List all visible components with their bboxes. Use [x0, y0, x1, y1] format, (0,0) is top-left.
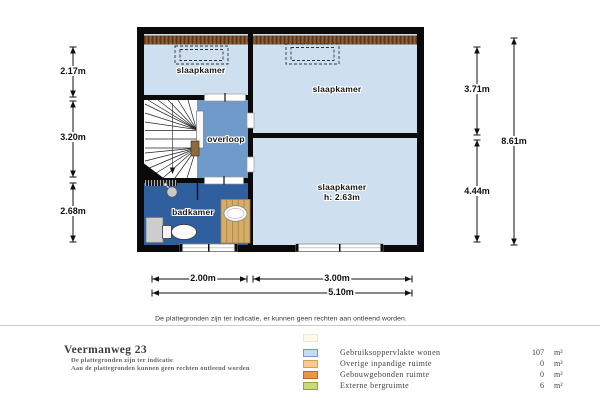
label-bedroom-top-right: slaapkamer — [312, 84, 362, 94]
dim-label-left-2: 3.20m — [60, 132, 86, 142]
legend-row — [303, 334, 568, 342]
legend-row — [303, 349, 568, 357]
dim-label-right-total: 8.61m — [501, 136, 527, 146]
legend-unit: m² — [554, 381, 563, 390]
legend-swatch-icon — [303, 349, 318, 357]
legend-value: 6 — [540, 381, 544, 390]
legend-label: Externe bergruimte — [340, 381, 410, 390]
legend-swatch-icon — [303, 371, 318, 379]
dim-label-right-2: 4.44m — [464, 186, 490, 196]
legend-swatch-icon — [303, 382, 318, 390]
legend-row — [303, 382, 568, 390]
legend-unit: m² — [554, 370, 563, 379]
dim-label-left-3: 2.68m — [60, 206, 86, 216]
label-bathroom: badkamer — [172, 207, 214, 217]
label-landing: overloop — [207, 134, 245, 144]
dim-label-bottom-1: 2.00m — [190, 273, 216, 283]
footer-divider — [0, 325, 600, 326]
address-title: Veermanweg 23 — [64, 344, 148, 356]
legend-row — [303, 360, 568, 368]
legend-value: 0 — [540, 370, 544, 379]
dim-label-left-1: 2.17m — [60, 66, 86, 76]
footer-disclaimer-line1: De plattegronden zijn ter indicatie — [71, 357, 174, 364]
legend-value: 107 — [532, 348, 544, 357]
footer-disclaimer-line2: Aan de plattegronden kunnen geen rechten ontleend worden — [71, 365, 250, 372]
label-bedroom-top-left: slaapkamer — [176, 65, 226, 75]
legend-swatch-icon — [303, 334, 318, 342]
legend-label: Gebouwgebonden ruimte — [340, 370, 430, 379]
legend-row — [303, 371, 568, 379]
legend-swatch-icon — [303, 360, 318, 368]
dim-label-bottom-2: 3.00m — [324, 273, 350, 283]
legend-value: 0 — [540, 359, 544, 368]
footer — [64, 344, 250, 372]
dim-label-bottom-total: 5.10m — [328, 287, 354, 297]
legend-unit: m² — [554, 359, 563, 368]
label-bedroom-height: h: 2.63m — [323, 192, 361, 202]
legend-label: Gebruiksoppervlakte wonen — [340, 348, 441, 357]
legend-unit: m² — [554, 348, 563, 357]
legend-label: Overige inpandige ruimte — [340, 359, 432, 368]
dim-label-right-1: 3.71m — [464, 84, 490, 94]
label-bedroom-bottom-right: slaapkamer — [317, 182, 367, 192]
plan-disclaimer: De plattegronden zijn ter indicatie, er kunnen geen rechten aan ontleend worden. — [155, 315, 407, 323]
area-legend — [303, 334, 568, 393]
